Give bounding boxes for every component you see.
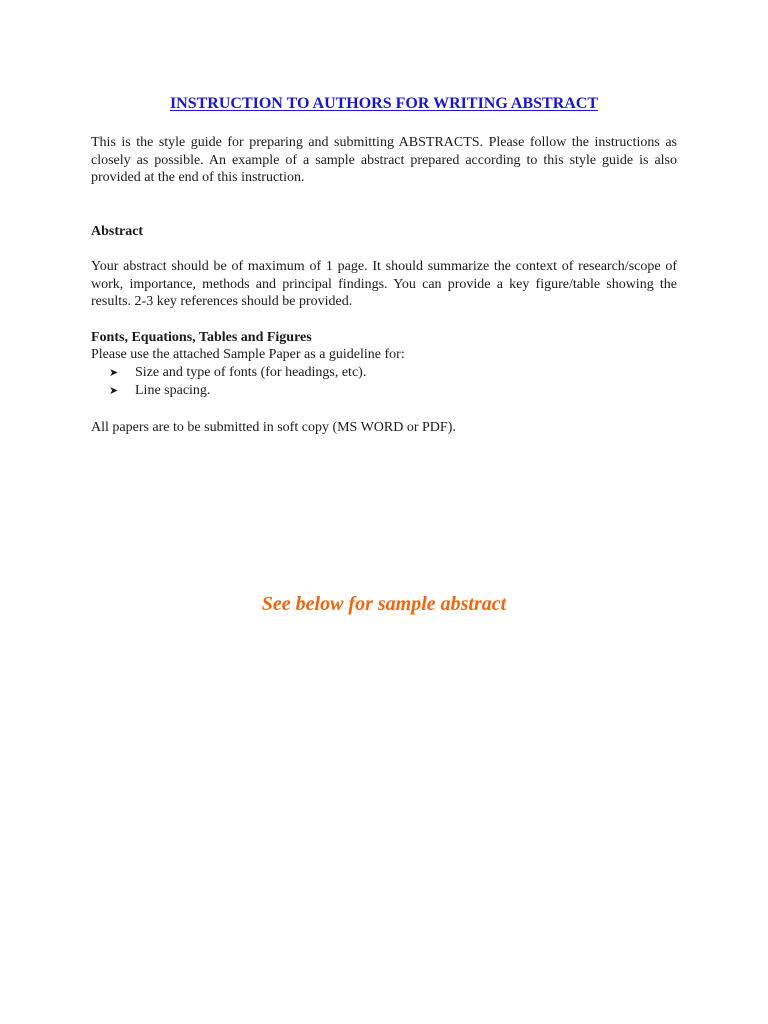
abstract-heading: Abstract	[91, 223, 144, 239]
fonts-heading: Fonts, Equations, Tables and Figures	[91, 329, 312, 345]
list-item	[109, 382, 677, 401]
list-item-text: Line spacing.	[135, 383, 211, 398]
submission-note: All papers are to be submitted in soft copy (MS WORD or PDF).	[91, 419, 456, 435]
fonts-intro-paragraph: Please use the attached Sample Paper as a guideline for:	[91, 347, 405, 362]
arrowhead-bullet-icon: ➤	[109, 366, 119, 379]
document-title: INSTRUCTION TO AUTHORS FOR WRITING ABSTRACT	[169, 95, 599, 112]
guideline-list	[91, 364, 677, 401]
intro-paragraph: This is the style guide for preparing and submitting ABSTRACTS. Please follow the instructions as closely as possible. An example of a sample abstract prepared according to this style guide is also provided at the end of this instruction.	[91, 135, 677, 185]
arrowhead-bullet-icon: ➤	[109, 385, 119, 397]
document-content	[91, 94, 677, 436]
list-item	[109, 364, 677, 383]
sample-abstract-note: See below for sample abstract	[261, 593, 507, 615]
abstract-paragraph: Your abstract should be of maximum of 1 page. It should summarize the context of research/scope of work, importance, methods and principal findings. You can provide a key figure/table showing the results. 2-3 key references should be provided.	[91, 259, 677, 309]
list-item-text: Size and type of fonts (for headings, etc).	[135, 364, 367, 380]
